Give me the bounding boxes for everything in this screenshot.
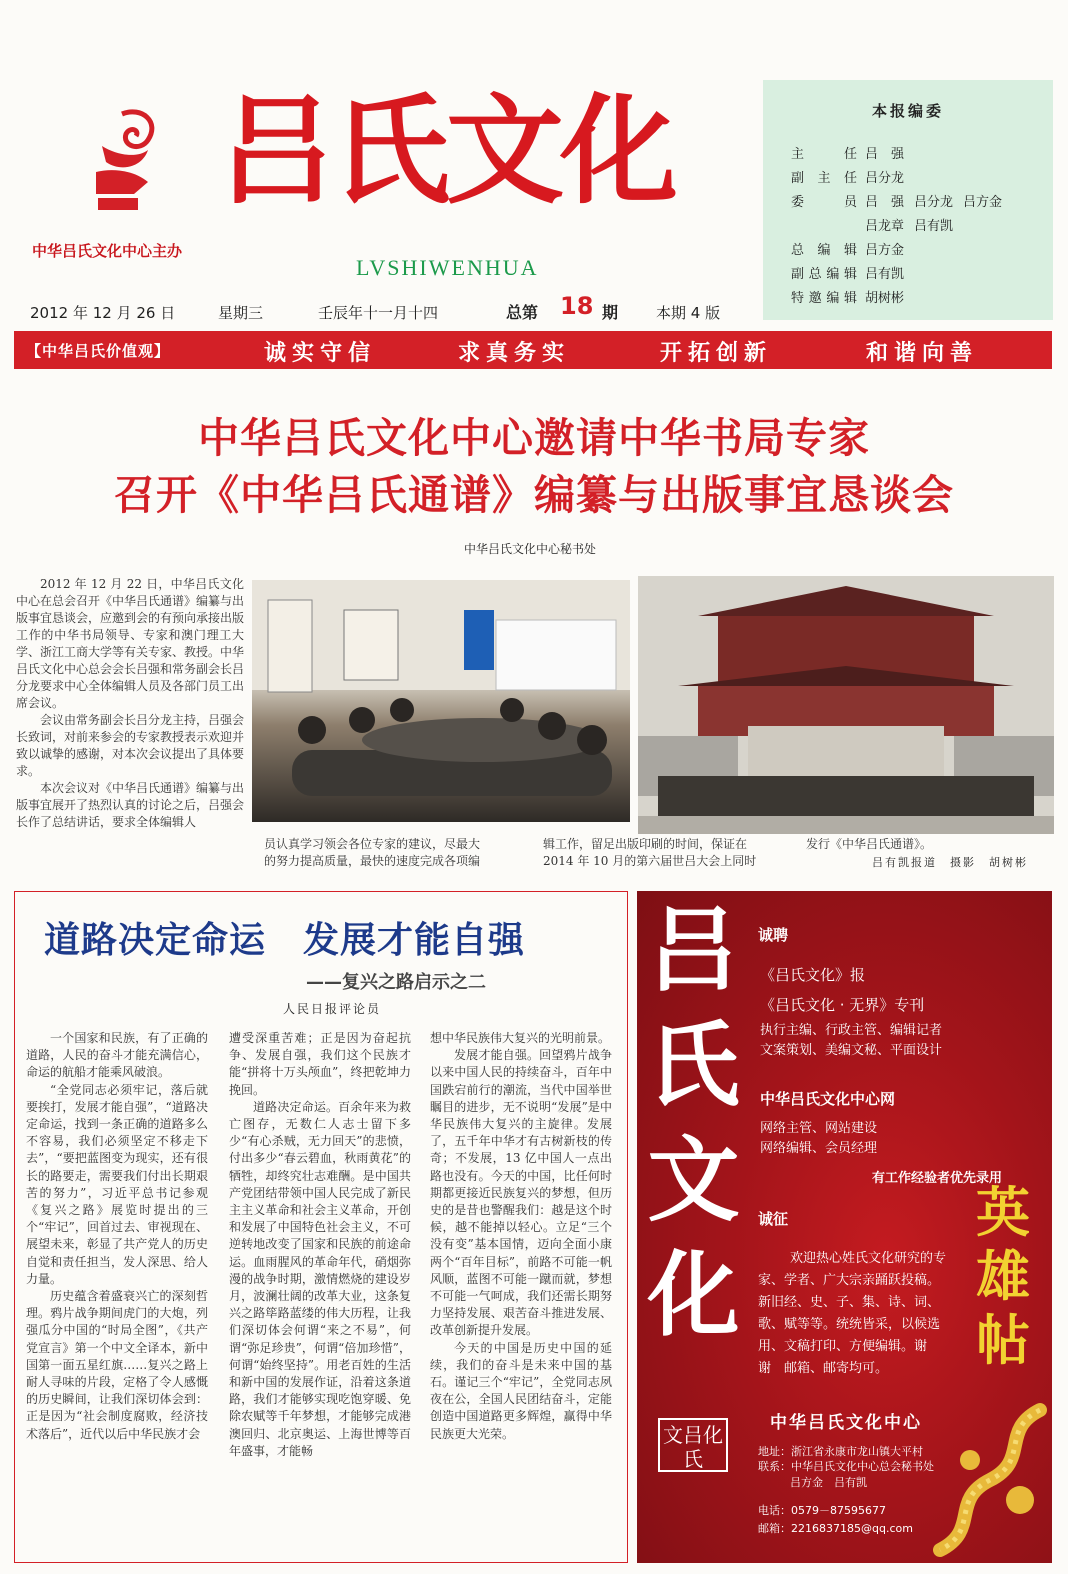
priority-note: 有工作经验者优先录用 [872, 1171, 1003, 1186]
lead-byline: 中华吕氏文化中心秘书处 [464, 542, 597, 556]
publication-name: 《吕氏文化》报 [760, 966, 866, 984]
masthead-title: 吕氏文化 [218, 82, 675, 220]
lead-headline-line2: 召开《中华吕氏通谱》编纂与出版事宜恳谈会 [114, 471, 954, 519]
paragraph: 会议由常务副会长吕分龙主持，吕强会长致词，对前来参会的专家教授表示欢迎并致以诚挚的感谢，对本次会议提出了具体要求。 [16, 713, 245, 778]
paragraph: “全党同志必须牢记，落后就要挨打，发展才能自强”，“道路决定命运，找到一条正确的道路多么不容易，我们必须坚定不移走下去”，“要把蓝图变为现实，还有很长的路要走，需要我们付出长期艰苦的努力”，习近平总书记参观《复兴之路》展览时提出的三个“牢记”，回首过去、审视现在、展望未来，彰显了共产党人的历史自觉和责任担当，发人深思、给人力量。 [26, 1082, 208, 1286]
values-banner-label: 【中华吕氏价值观】 [26, 342, 171, 360]
issue-date: 2012 年 12 月 26 日 [30, 304, 176, 322]
paragraph: 历史蕴含着盛衰兴亡的深刻哲理。鸦片战争期间虎门的大炮，列强瓜分中国的“时局全图”，《共产党宣言》第一个中文全译本，新中国第一面五星红旗……复兴之路上耐人寻味的片段，定格了令人感慨的历史瞬间，让我们深切体会到：正是因为“社会制度腐败，经济技术落后”，近代以后中华民族才会 [26, 1289, 208, 1441]
photo-credit: 吕有凯报道 摄影 胡树彬 [872, 856, 1028, 869]
editorial-row: 特邀编辑 胡树彬 [791, 291, 905, 306]
issue-number: 18 [560, 292, 594, 320]
values-banner [14, 331, 1052, 369]
phoenix-emblem-icon [82, 106, 168, 214]
recruit-heading: 诚聘 [758, 926, 789, 944]
lead-continuation: 发行《中华吕氏通谱》。 [806, 837, 933, 851]
value-item: 和谐向善 [866, 341, 979, 366]
weekday: 星期三 [218, 304, 264, 322]
paragraph: 今天的中国是历史中国的延续，我们的奋斗是未来中国的基石。谨记三个“牢记”，全党同志夙夜在公，全国人民团结奋斗，定能创造中国道路更多辉煌，赢得中华民族更大光荣。 [430, 1340, 612, 1441]
paragraph: 一个国家和民族，有了正确的道路，人民的奋斗才能充满信心，命运的航船才能乘风破浪。 [26, 1031, 208, 1080]
paragraph: 本次会议对《中华吕氏通谱》编纂与出版事宜展开了热烈认真的讨论之后，吕强会长作了总结讲话，要求全体编辑人 [16, 781, 245, 829]
second-article-subtitle: ——复兴之路启示之二 [306, 972, 486, 993]
job-list: 网络主管、网站建设 [760, 1121, 878, 1136]
call-heading: 诚征 [758, 1210, 789, 1228]
page-count: 本期 4 版 [656, 304, 721, 322]
call-text: 欢迎热心姓氏文化研究的专 [790, 1251, 947, 1266]
second-article-column [26, 1030, 208, 1443]
lead-continuation: 的努力提高质量，最快的速度完成各项编 [264, 854, 481, 868]
contact: 联系：中华吕氏文化中心总会秘书处 [758, 1460, 934, 1473]
paragraph: 道路决定命运。百余年来为救亡图存，无数仁人志士留下多少“有心杀贼，无力回天”的悲愤，付出多少“春云碧血，秋雨黄花”的牺牲，却终究壮志难酬。是中国共产党团结带领中国人民完成了新民主主义革命和社会主义革命，开创和发展了中国特色社会主义，不可逆转地改变了国家和民族的前途命运。血雨腥风的革命年代，硝烟弥漫的战争时期，激情燃烧的建设岁月，波澜壮阔的改革大业，这条复兴之路筚路蓝缕的伟大历程，让我们深切体会何谓“来之不易”，何谓“弥足珍贵”，何谓“倍加珍惜”，何谓“始终坚持”。用老百姓的生活和新中国的发展作证，沿着这条道路，我们才能够实现吃饱穿暖、免除农赋等千年梦想，才能够完成港澳回归、北京奥运、上海世博等百年盛事，才能畅 [229, 1099, 411, 1458]
lead-headline-line1: 中华吕氏文化中心邀请中华书局专家 [198, 414, 870, 462]
lunar-date: 壬辰年十一月十四 [318, 304, 439, 322]
seal-stamp: 文吕化氏 [658, 1418, 728, 1472]
lead-article-column [16, 576, 244, 831]
value-item: 诚实守信 [264, 341, 377, 366]
second-article-title: 道路决定命运 发展才能自强 [44, 920, 526, 961]
issue-suffix: 期 [602, 303, 619, 322]
call-text: 歌、赋等等。统统皆采，以候选 [758, 1317, 941, 1332]
paragraph: 发展才能自强。回望鸦片战争以来中国人民的持续奋斗，百年中国跌宕前行的潮流，当代中国举世瞩目的进步，无不说明“发展”是中华民族伟大复兴的主旋律。发展了，五千年中华才有古树新枝的传奇；不发展，13 亿中国人一点出路也没有。今天的中国，比任何时期都更接近民族复兴的梦想，但历史的是昔也警醒我们：越是这个时候，越不能掉以轻心。立足“三个没有变”基本国情，迈向全面小康两个“百年目标”，前路不可能一帆风顺，蓝图不可能一蹴而就，梦想不可能一气呵成，我们还需长期努力坚持发展、艰苦奋斗推进发展、改革创新提升发展。 [430, 1048, 612, 1338]
editorial-row: 总 编 辑 吕方金 [791, 243, 905, 258]
paragraph: 遭受深重苦难；正是因为奋起抗争、发展自强，我们这个民族才能“拼将十万头颅血”，终把乾坤力挽回。 [229, 1031, 411, 1097]
lead-continuation: 员认真学习领会各位专家的建议，尽最大 [264, 837, 481, 851]
job-list: 文案策划、美编文秘、平面设计 [760, 1043, 943, 1058]
paragraph: 2012 年 12 月 22 日，中华吕氏文化中心在总会召开《中华吕氏通谱》编纂与出版事宜恳谈会，应邀到会的有预向承接出版工作的中华书局领导、专家和澳门理工大学、浙江工商大学等有关专家、教授。中华吕氏文化中心总会会长吕强和常务副会长吕分龙要求中心全体编辑人员及各部门员工出席会议。 [16, 577, 245, 710]
issue-prefix: 总第 [506, 303, 539, 322]
sponsor-label: 中华吕氏文化中心主办 [32, 242, 183, 260]
second-article-column [229, 1030, 411, 1460]
publication-name: 《吕氏文化 · 无界》专刊 [760, 996, 925, 1014]
job-list: 网络编辑、会员经理 [760, 1141, 878, 1156]
second-article-column [430, 1030, 612, 1443]
call-text: 新旧经、史、子、集、诗、词、 [758, 1295, 941, 1310]
value-item: 开拓创新 [660, 341, 773, 366]
job-list: 执行主编、行政主管、编辑记者 [760, 1023, 943, 1038]
value-item: 求真务实 [458, 341, 571, 366]
website-heading: 中华吕氏文化中心网 [760, 1090, 896, 1108]
editorial-row: 吕龙章 吕有凯 [865, 219, 954, 234]
lead-continuation: 辑工作，留足出版印刷的时间，保证在 [543, 837, 748, 851]
email: 邮箱：2216837185@qq.com [758, 1522, 913, 1535]
dateline [30, 292, 760, 328]
editorial-row: 副总编辑 吕有凯 [791, 267, 905, 282]
phone: 电话：0579－87595677 [758, 1504, 886, 1517]
second-article-author: 人民日报评论员 [283, 1002, 382, 1016]
lead-continuation: 2014 年 10 月的第六届世吕大会上同时 [543, 854, 757, 868]
dragon-icon [900, 1400, 1052, 1563]
temple-photo [638, 576, 1054, 834]
editorial-row: 副 主 任 吕分龙 [791, 171, 905, 186]
address: 地址：浙江省永康市龙山镇大平村 [758, 1445, 923, 1458]
call-text: 家、学者、广大宗亲踊跃投稿。 [758, 1273, 941, 1288]
call-text: 用、文稿打印、方便编辑。谢 [758, 1339, 928, 1354]
call-text: 谢 邮箱、邮寄均可。 [758, 1361, 889, 1376]
editorial-row: 主 任 吕 强 [791, 147, 905, 162]
masthead-pinyin: LVSHIWENHUA [356, 255, 539, 280]
editorial-board-box [763, 80, 1053, 320]
paragraph: 想中华民族伟大复兴的光明前景。 [430, 1031, 611, 1045]
editorial-board-heading: 本报编委 [871, 102, 944, 120]
editorial-row: 委 员 吕 强 吕分龙 吕方金 [791, 195, 1003, 210]
org-name: 中华吕氏文化中心 [770, 1413, 922, 1433]
ad-vertical-title: 吕 氏 文 化 [647, 896, 740, 1349]
meeting-photo [252, 580, 630, 822]
contact-names: 吕方金 吕有凯 [790, 1476, 867, 1489]
heroes-title: 英 雄 帖 [976, 1180, 1030, 1372]
